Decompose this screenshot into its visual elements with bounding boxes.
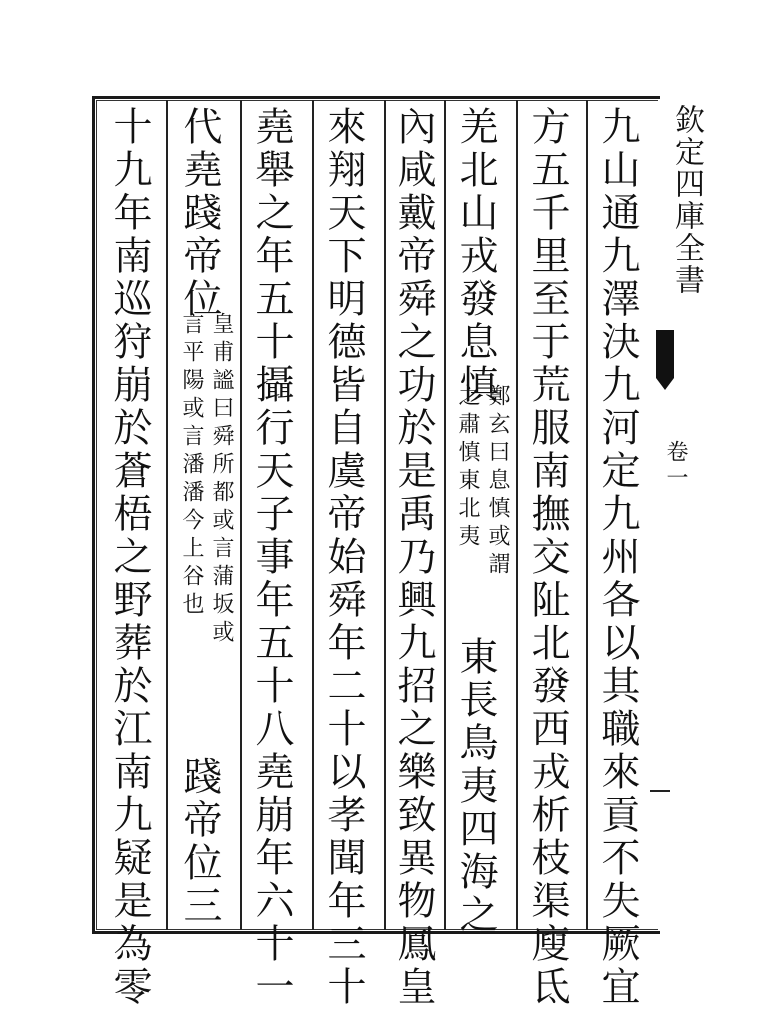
column-divider: [444, 100, 446, 930]
volume-number: 卷一: [663, 440, 688, 492]
annotation-line-4: 言平陽或言潘潘今上谷也: [179, 312, 204, 620]
text-column-5: 來翔天下明德皆自虞帝始舜年二十以孝聞年三十: [321, 106, 366, 1009]
column-divider: [312, 100, 314, 930]
book-title-margin: 欽定四庫全書: [669, 104, 704, 296]
text-column-8: 十九年南巡狩崩於蒼梧之野葬於江南九疑是為零: [107, 106, 152, 1009]
column-divider: [384, 100, 386, 930]
margin-tick: [650, 790, 670, 792]
annotation-line-3: 皇甫謐曰舜所都或言蒲坂或: [209, 312, 234, 648]
annotation-line-2: 之肅慎東北夷: [455, 384, 480, 552]
annotation-line-1: 鄭玄曰息慎或謂: [485, 384, 510, 580]
text-column-7-continued: 踐帝位三: [177, 756, 222, 928]
column-divider: [166, 100, 168, 930]
text-column-2: 方五千里至于荒服南撫交阯北發西戎析枝渠廋氐: [525, 106, 570, 1009]
column-divider: [516, 100, 518, 930]
column-divider: [586, 100, 588, 930]
text-column-7: 代堯踐帝位: [177, 106, 222, 321]
text-column-3: 羌北山戎發息慎: [453, 106, 498, 407]
fish-tail-mark: [656, 330, 674, 378]
text-column-3-continued: 東長鳥夷四海之: [453, 636, 498, 937]
column-divider: [240, 100, 242, 930]
text-column-1: 九山通九澤決九河定九州各以其職來貢不失厥宜: [595, 106, 640, 1009]
text-column-4: 內咸戴帝舜之功於是禹乃興九招之樂致異物鳳皇: [391, 106, 436, 1009]
text-column-6: 堯舉之年五十攝行天子事年五十八堯崩年六十一: [249, 106, 294, 1009]
